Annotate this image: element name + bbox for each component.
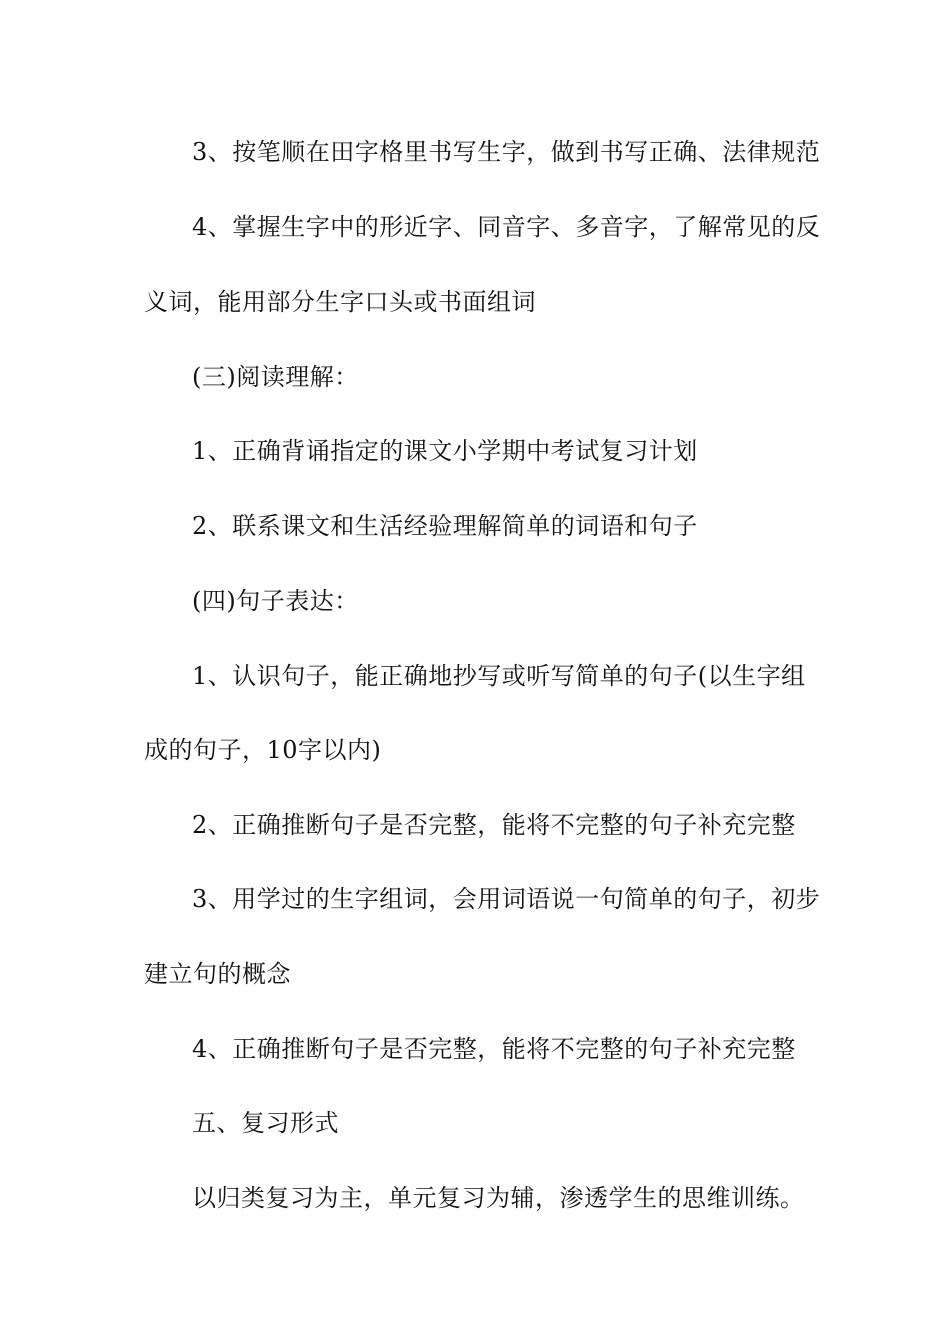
section-heading: 五、复习形式 — [192, 1109, 339, 1137]
paragraph-line: 2、联系课文和生活经验理解简单的词语和句子 — [192, 512, 698, 540]
paragraph-line: 义词，能用部分生字口头或书面组词 — [144, 288, 536, 316]
section-heading: (四)句子表达： — [192, 587, 359, 615]
section-heading: (三)阅读理解： — [192, 363, 359, 391]
paragraph-line: 成的句子，10字以内) — [144, 736, 382, 764]
paragraph-line: 3、按笔顺在田字格里书写生字，做到书写正确、法律规范 — [192, 138, 821, 166]
paragraph-line: 以归类复习为主，单元复习为辅，渗透学生的思维训练。 — [192, 1184, 805, 1212]
paragraph-line: 建立句的概念 — [144, 960, 291, 988]
paragraph-line: 1、正确背诵指定的课文小学期中考试复习计划 — [192, 437, 698, 465]
paragraph-line: 3、用学过的生字组词，会用词语说一句简单的句子，初步 — [192, 885, 821, 913]
paragraph-line: 4、正确推断句子是否完整，能将不完整的句子补充完整 — [192, 1035, 796, 1063]
paragraph-line: 1、认识句子，能正确地抄写或听写简单的句子(以生字组 — [192, 662, 806, 690]
paragraph-line: 4、掌握生字中的形近字、同音字、多音字，了解常见的反 — [192, 213, 821, 241]
paragraph-line: 2、正确推断句子是否完整，能将不完整的句子补充完整 — [192, 811, 796, 839]
